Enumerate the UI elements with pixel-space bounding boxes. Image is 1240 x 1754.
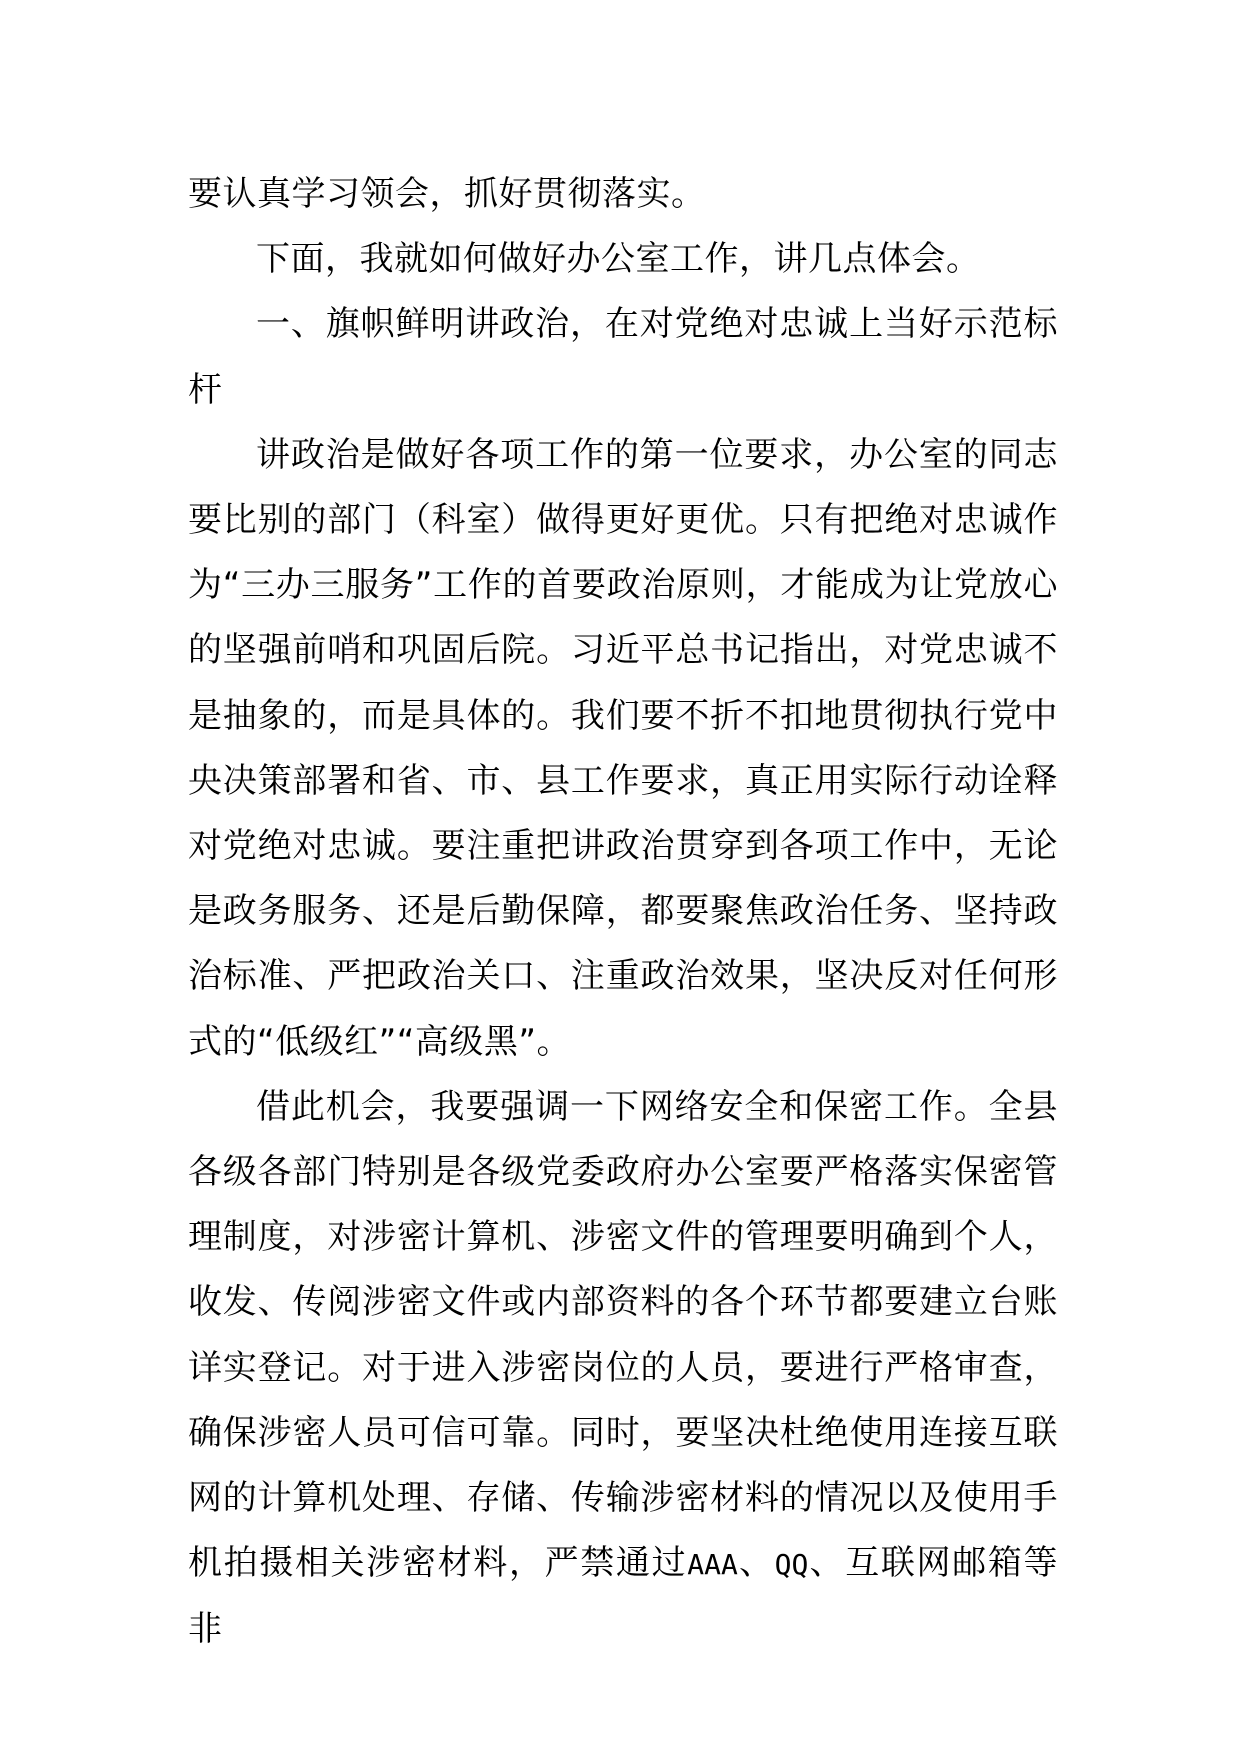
paragraph-2: 下面，我就如何做好办公室工作，讲几点体会。 [256, 239, 981, 280]
section-heading: 一、旗帜鲜明讲政治，在对党绝对忠诚上当好示范标杆 [188, 304, 1058, 410]
latin-term-2: QQ [774, 1548, 809, 1582]
paragraph-4-separator: 、 [737, 1543, 775, 1584]
paragraph-3: 讲政治是做好各项工作的第一位要求，办公室的同志要比别的部门（科室）做得更好更优。只有把绝对忠诚作为“三办三服务”工作的首要政治原则，才能成为让党放心的坚强前哨和巩固后院。习近平总书记指出，对党忠诚不是抽象的，而是具体的。我们要不折不扣地贯彻执行党中央决策部署和省、市、县工作要求，真正用实际行动诠释对党绝对忠诚。要注重把讲政治贯穿到各项工作中，无论是政务服务、还是后勤保障，都要聚焦政治任务、坚持政治标准、严把政治关口、注重政治效果，坚决反对任何形式的“低级红”“高级黑”。 [188, 434, 1058, 1062]
paragraph-4-text-after: 、互联网邮箱等非 [188, 1543, 1059, 1650]
paragraph-4-text-before: 借此机会，我要强调一下网络安全和保密工作。全县各级各部门特别是各级党委政府办公室要严格落实保密管理制度，对涉密计算机、涉密文件的管理要明确到个人，收发、传阅涉密文件或内部资料的各个环节都要建立台账详实登记。对于进入涉密岗位的人员，要进行严格审查，确保涉密人员可信可靠。同时，要坚决杜绝使用连接互联网的计算机处理、存储、传输涉密材料的情况以及使用手机拍摄相关涉密材料，严禁通过 [188, 1086, 1058, 1584]
latin-term-1: AAA [687, 1548, 738, 1582]
document-body [188, 162, 1058, 1663]
paragraph-4 [188, 1075, 1058, 1663]
paragraph-1: 要认真学习领会，抓好贯彻落实。 [188, 174, 706, 214]
